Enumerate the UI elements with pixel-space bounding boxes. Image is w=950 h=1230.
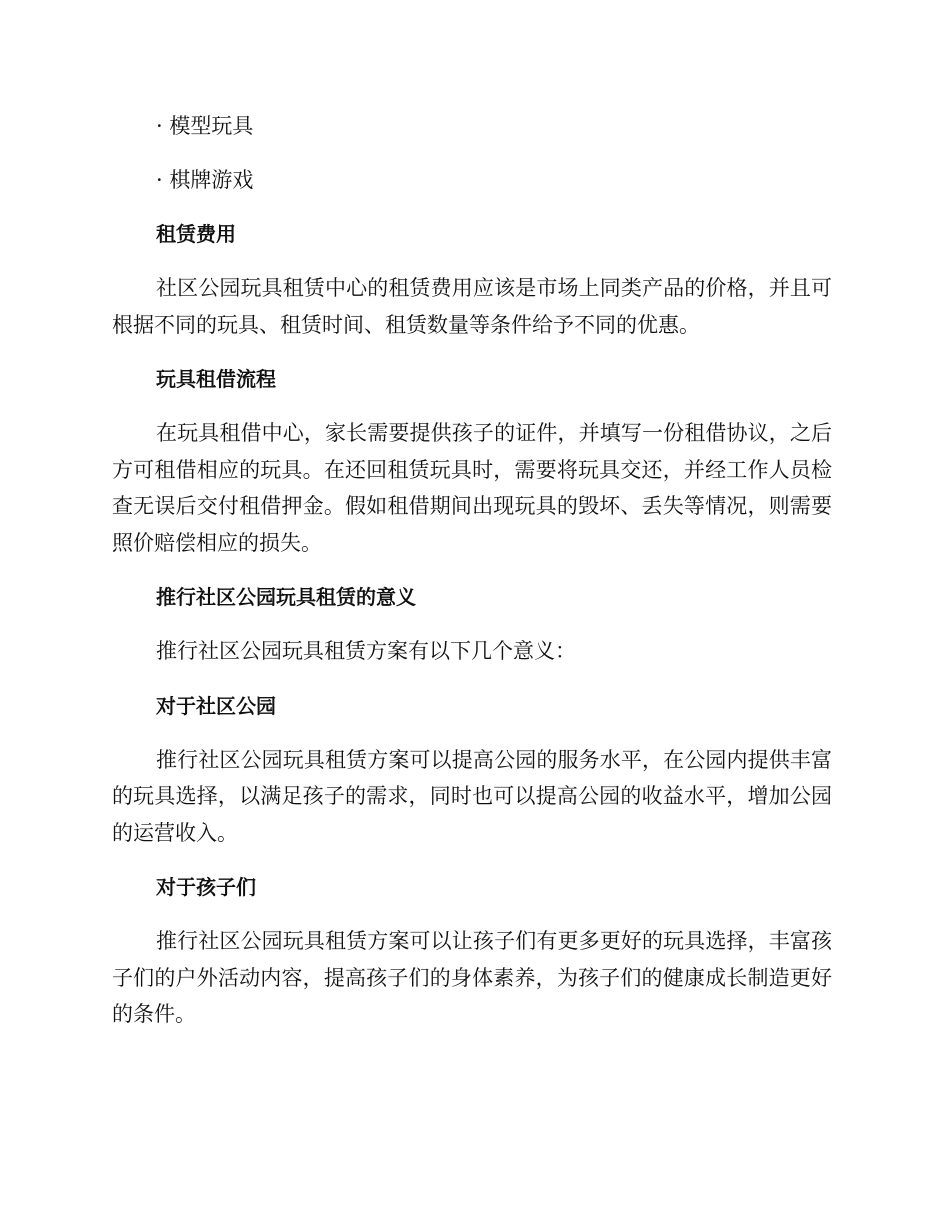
section-paragraph-park: 推行社区公园玩具租赁方案可以提高公园的服务水平，在公园内提供丰富的玩具选择，以满足孩子的需求，同时也可以提高公园的收益水平，增加公园的运营收入。 — [112, 747, 832, 845]
section-heading-children: 对于孩子们 — [156, 875, 256, 899]
bullet-item: · 棋牌游戏 — [156, 168, 254, 192]
section-heading-park: 对于社区公园 — [156, 693, 276, 718]
section-paragraph-fee: 社区公园玩具租赁中心的租赁费用应该是市场上同类产品的价格，并且可根据不同的玩具、租赁时间、租赁数量等条件给予不同的优惠。 — [112, 276, 832, 337]
section-paragraph-process: 在玩具租借中心，家长需要提供孩子的证件，并填写一份租借协议，之后方可租借相应的玩具。在还回租赁玩具时，需要将玩具交还，并经工作人员检查无误后交付租借押金。假如租借期间出现玩具的毁坏、丢失等情况，则需要照价赔偿相应的损失。 — [112, 421, 832, 555]
section-paragraph-significance: 推行社区公园玩具租赁方案有以下几个意义： — [156, 639, 576, 663]
bullet-item: · 模型玩具 — [156, 114, 254, 138]
section-heading-significance: 推行社区公园玩具租赁的意义 — [156, 585, 416, 609]
document-page — [112, 108, 832, 1051]
section-heading-fee: 租赁费用 — [156, 222, 236, 246]
section-heading-process: 玩具租借流程 — [156, 367, 276, 391]
section-paragraph-children: 推行社区公园玩具租赁方案可以让孩子们有更多更好的玩具选择，丰富孩子们的户外活动内容，提高孩子们的身体素养，为孩子们的健康成长制造更好的条件。 — [112, 929, 832, 1026]
